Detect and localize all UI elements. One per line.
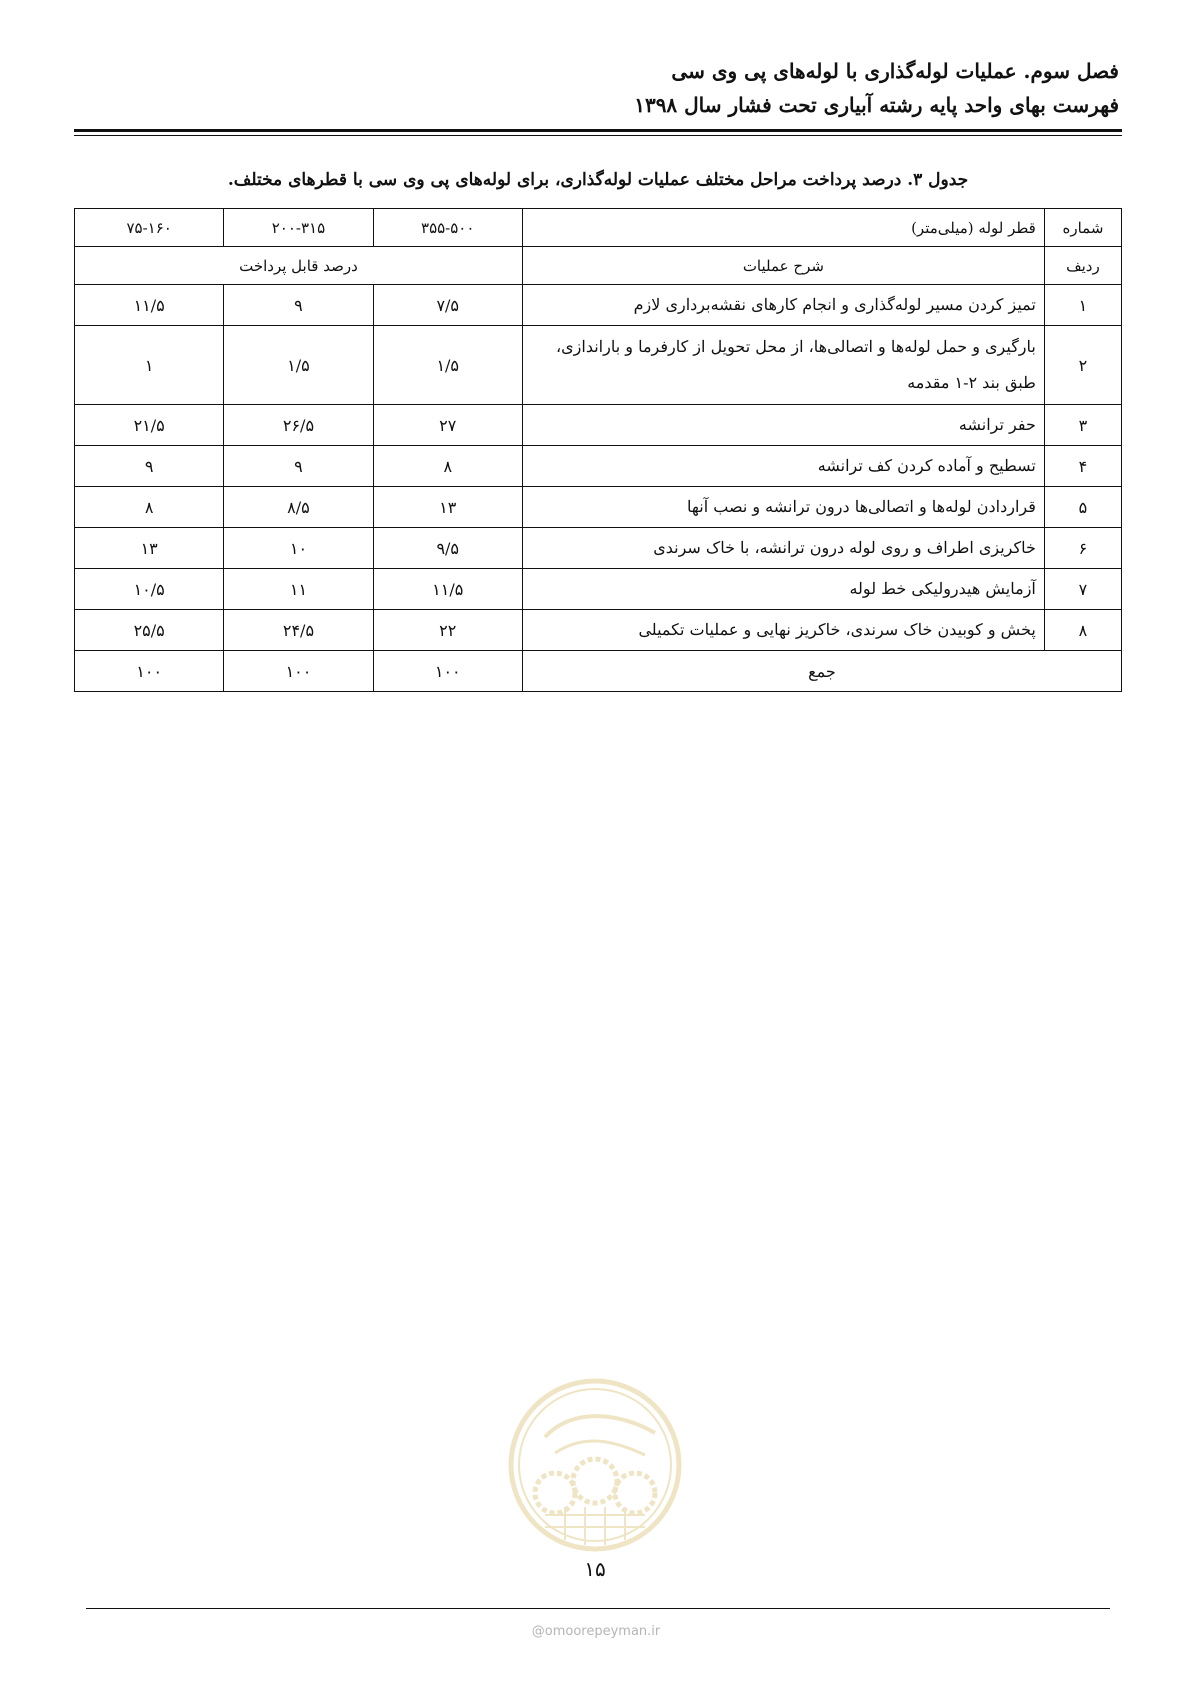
- percent-cell: ۲۴/۵: [224, 610, 373, 651]
- header-rule-thin: [74, 135, 1122, 136]
- operation-description-cell: آزمایش هیدرولیکی خط لوله: [522, 569, 1044, 610]
- row-number-cell: ۲: [1044, 326, 1121, 405]
- watermark-ring-inner: [519, 1389, 671, 1541]
- watermark-logo: [505, 1375, 685, 1555]
- total-percent-cell: ۱۰۰: [224, 651, 373, 692]
- percent-cell: ۱۱/۵: [75, 285, 224, 326]
- diameter-header-cell: ۲۰۰-۳۱۵: [224, 209, 373, 247]
- watermark-script: [555, 1441, 645, 1455]
- percent-cell: ۸/۵: [224, 487, 373, 528]
- row-number-cell: ۵: [1044, 487, 1121, 528]
- percent-cell: ۹: [75, 446, 224, 487]
- percent-cell: ۱۳: [373, 487, 522, 528]
- header-rule-thick: [74, 129, 1122, 132]
- row-number-cell: ۶: [1044, 528, 1121, 569]
- table-row: [75, 610, 1122, 651]
- row-number-cell: ۴: [1044, 446, 1121, 487]
- row-number-cell: ۳: [1044, 405, 1121, 446]
- percent-cell: ۲۵/۵: [75, 610, 224, 651]
- operation-description-cell: بارگیری و حمل لوله‌ها و اتصالی‌ها، از محل تحویل از کارفرما و باراندازی، طبق بند ۲-۱ مقدمه: [522, 326, 1044, 405]
- table-subheader-row: [75, 247, 1122, 285]
- chapter-title: فصل سوم. عملیات لوله‌گذاری با لوله‌های پی وی سی: [671, 59, 1119, 83]
- total-row: [75, 651, 1122, 692]
- percent-cell: ۹: [224, 446, 373, 487]
- document-title: فهرست بهای واحد پایه رشته آبیاری تحت فشار سال ۱۳۹۸: [634, 93, 1119, 117]
- total-label-cell: جمع: [522, 651, 1121, 692]
- table-row: [75, 446, 1122, 487]
- percent-cell: ۱۱: [224, 569, 373, 610]
- footer-rule: [86, 1608, 1110, 1609]
- percent-cell: ۱۳: [75, 528, 224, 569]
- row-number-cell: ۱: [1044, 285, 1121, 326]
- watermark-gear-icon: [573, 1459, 617, 1503]
- diameter-header-cell: ۳۵۵-۵۰۰: [373, 209, 522, 247]
- percent-cell: ۲۲: [373, 610, 522, 651]
- percent-cell: ۱۰/۵: [75, 569, 224, 610]
- percent-cell: ۱۰: [224, 528, 373, 569]
- row-number-cell: ۷: [1044, 569, 1121, 610]
- watermark-gear-icon: [535, 1473, 575, 1513]
- row-number-header-top: شماره: [1044, 209, 1121, 247]
- diameter-header: قطر لوله (میلی‌متر): [522, 209, 1044, 247]
- table-row: [75, 487, 1122, 528]
- table-row: [75, 285, 1122, 326]
- total-percent-cell: ۱۰۰: [373, 651, 522, 692]
- percent-cell: ۱: [75, 326, 224, 405]
- description-header: شرح عملیات: [522, 247, 1044, 285]
- operation-description-cell: تسطیح و آماده کردن کف ترانشه: [522, 446, 1044, 487]
- table-row: [75, 569, 1122, 610]
- percent-cell: ۲۷: [373, 405, 522, 446]
- percent-header: درصد قابل پرداخت: [75, 247, 523, 285]
- table-row: [75, 405, 1122, 446]
- watermark-ring: [511, 1381, 679, 1549]
- percent-cell: ۱۱/۵: [373, 569, 522, 610]
- operation-description-cell: خاکریزی اطراف و روی لوله درون ترانشه، با خاک سرندی: [522, 528, 1044, 569]
- percent-cell: ۲۱/۵: [75, 405, 224, 446]
- table-caption: جدول ۳. درصد پرداخت مراحل مختلف عملیات لوله‌گذاری، برای لوله‌های پی وی سی با قطرهای مختلف.: [227, 170, 969, 190]
- page-number: ۱۵: [584, 1557, 606, 1581]
- percent-cell: ۹: [224, 285, 373, 326]
- website-text: @omoorepeyman.ir: [531, 1624, 661, 1639]
- payment-percentage-table: [74, 208, 1122, 692]
- percent-cell: ۹/۵: [373, 528, 522, 569]
- operation-description-cell: تمیز کردن مسیر لوله‌گذاری و انجام کارهای نقشه‌برداری لازم: [522, 285, 1044, 326]
- row-number-cell: ۸: [1044, 610, 1121, 651]
- percent-cell: ۲۶/۵: [224, 405, 373, 446]
- watermark-gear-icon: [615, 1473, 655, 1513]
- table-header-row: [75, 209, 1122, 247]
- table-row: [75, 326, 1122, 405]
- percent-cell: ۱/۵: [373, 326, 522, 405]
- percent-cell: ۷/۵: [373, 285, 522, 326]
- percent-cell: ۸: [75, 487, 224, 528]
- operation-description-cell: حفر ترانشه: [522, 405, 1044, 446]
- table-row: [75, 528, 1122, 569]
- watermark-script: [545, 1416, 655, 1437]
- percent-cell: ۸: [373, 446, 522, 487]
- diameter-header-cell: ۷۵-۱۶۰: [75, 209, 224, 247]
- operation-description-cell: قراردادن لوله‌ها و اتصالی‌ها درون ترانشه و نصب آنها: [522, 487, 1044, 528]
- row-number-header-bottom: ردیف: [1044, 247, 1121, 285]
- percent-cell: ۱/۵: [224, 326, 373, 405]
- operation-description-cell: پخش و کوبیدن خاک سرندی، خاکریز نهایی و عملیات تکمیلی: [522, 610, 1044, 651]
- total-percent-cell: ۱۰۰: [75, 651, 224, 692]
- page-header: [72, 54, 1119, 122]
